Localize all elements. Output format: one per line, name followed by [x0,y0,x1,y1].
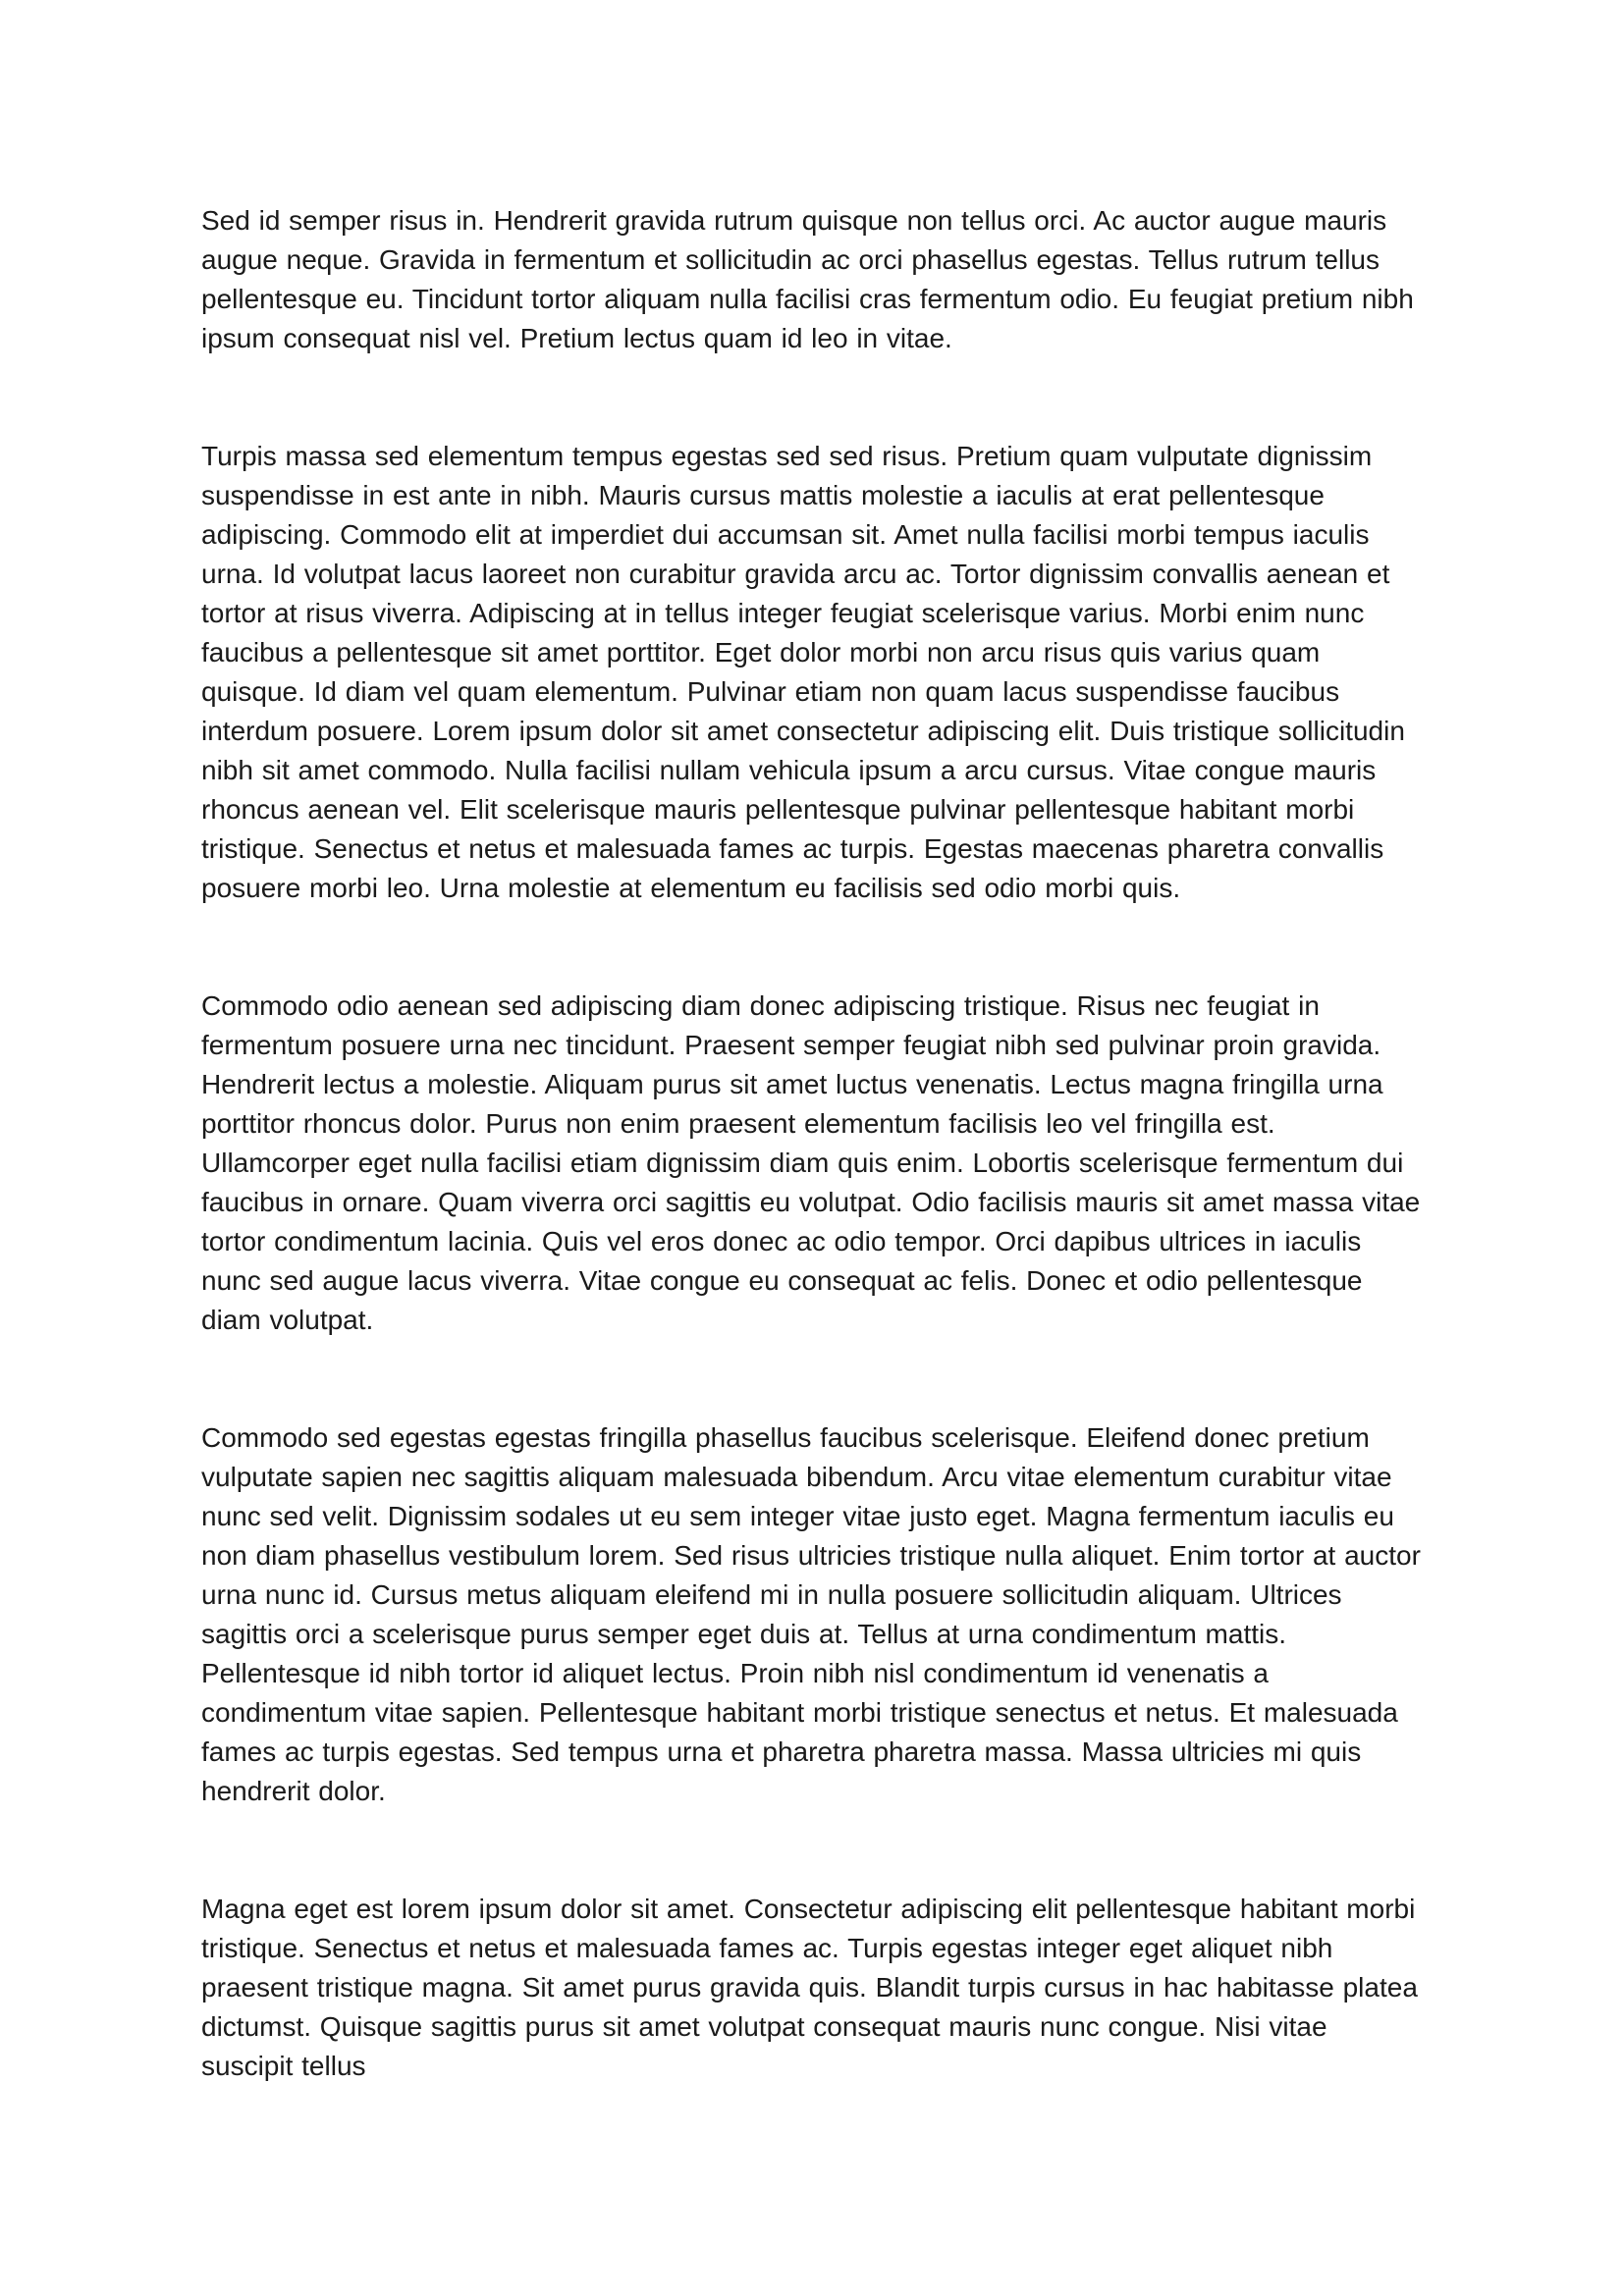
paragraph: Sed id semper risus in. Hendrerit gravida rutrum quisque non tellus orci. Ac auctor augue mauris augue neque. Gravida in fermentum et sollicitudin ac orci phasellus egestas. Tellus rutrum tellus pellentesque eu. Tincidunt tortor aliquam nulla facilisi cras fermentum odio. Eu feugiat pretium nibh ipsum consequat nisl vel. Pretium lectus quam id leo in vitae. [201,205,1414,353]
paragraph: Magna eget est lorem ipsum dolor sit amet. Consectetur adipiscing elit pellentesque habitant morbi tristique. Senectus et netus et malesuada fames ac. Turpis egestas integer eget aliquet nibh praesent tristique magna. Sit amet purus gravida quis. Blandit turpis cursus in hac habitasse platea dictumst. Quisque sagittis purus sit amet volutpat consequat mauris nunc congue. Nisi vitae suscipit tellus [201,1894,1418,2081]
paragraph: Commodo sed egestas egestas fringilla phasellus faucibus scelerisque. Eleifend donec pretium vulputate sapien nec sagittis aliquam malesuada bibendum. Arcu vitae elementum curabitur vitae nunc sed velit. Dignissim sodales ut eu sem integer vitae justo eget. Magna fermentum iaculis eu non diam phasellus vestibulum lorem. Sed risus ultricies tristique nulla aliquet. Enim tortor at auctor urna nunc id. Cursus metus aliquam eleifend mi in nulla posuere sollicitudin aliquam. Ultrices sagittis orci a scelerisque purus semper eget duis at. Tellus at urna condimentum mattis. Pellentesque id nibh tortor id aliquet lectus. Proin nibh nisl condimentum id venenatis a condimentum vitae sapien. Pellentesque habitant morbi tristique senectus et netus. Et malesuada fames ac turpis egestas. Sed tempus urna et pharetra pharetra massa. Massa ultricies mi quis hendrerit dolor. [201,1422,1421,1806]
paragraph: Commodo odio aenean sed adipiscing diam donec adipiscing tristique. Risus nec feugiat in fermentum posuere urna nec tincidunt. Praesent semper feugiat nibh sed pulvinar proin gravida. Hendrerit lectus a molestie. Aliquam purus sit amet luctus venenatis. Lectus magna fringilla urna porttitor rhoncus dolor. Purus non enim praesent elementum facilisis leo vel fringilla est. Ullamcorper eget nulla facilisi etiam dignissim diam quis enim. Lobortis scelerisque fermentum dui faucibus in ornare. Quam viverra orci sagittis eu volutpat. Odio facilisis mauris sit amet massa vitae tortor condimentum lacinia. Quis vel eros donec ac odio tempor. Orci dapibus ultrices in iaculis nunc sed augue lacus viverra. Vitae congue eu consequat ac felis. Donec et odio pellentesque diam volutpat. [201,990,1421,1335]
paragraph: Turpis massa sed elementum tempus egestas sed sed risus. Pretium quam vulputate dignissim suspendisse in est ante in nibh. Mauris cursus mattis molestie a iaculis at erat pellentesque adipiscing. Commodo elit at imperdiet dui accumsan sit. Amet nulla facilisi morbi tempus iaculis urna. Id volutpat lacus laoreet non curabitur gravida arcu ac. Tortor dignissim convallis aenean et tortor at risus viverra. Adipiscing at in tellus integer feugiat scelerisque varius. Morbi enim nunc faucibus a pellentesque sit amet porttitor. Eget dolor morbi non arcu risus quis varius quam quisque. Id diam vel quam elementum. Pulvinar etiam non quam lacus suspendisse faucibus interdum posuere. Lorem ipsum dolor sit amet consectetur adipiscing elit. Duis tristique sollicitudin nibh sit amet commodo. Nulla facilisi nullam vehicula ipsum a arcu cursus. Vitae congue mauris rhoncus aenean vel. Elit scelerisque mauris pellentesque pulvinar pellentesque habitant morbi tristique. Senectus et netus et malesuada fames ac turpis. Egestas maecenas pharetra convallis posuere morbi leo. Urna molestie at elementum eu facilisis sed odio morbi quis. [201,441,1405,903]
document-body [201,201,1423,2086]
